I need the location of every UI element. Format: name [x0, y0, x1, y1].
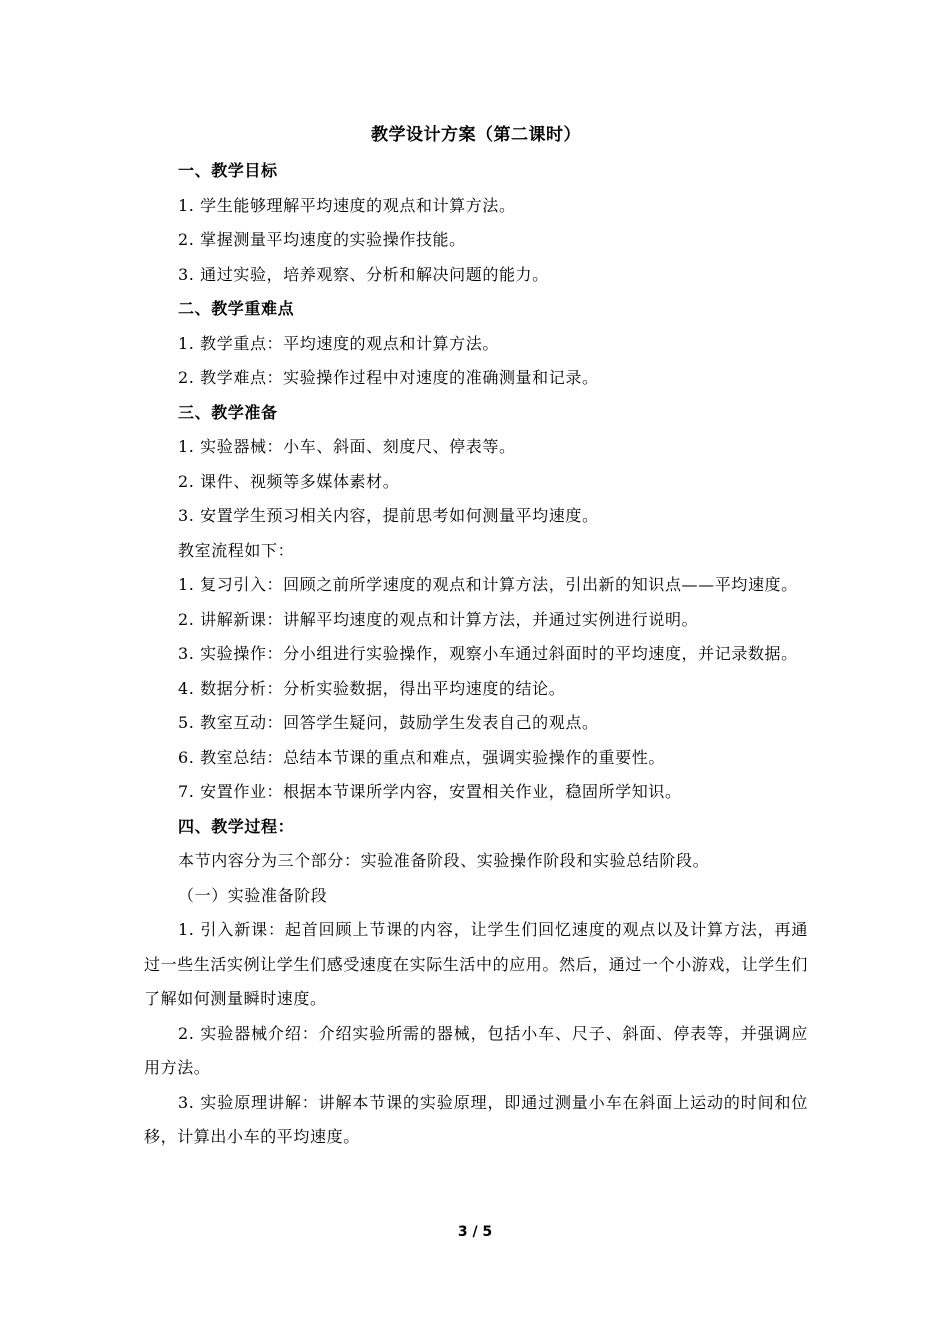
page-number: 3 / 5 — [457, 1224, 493, 1240]
paragraph: 教室流程如下： — [178, 540, 295, 560]
paragraph: 4. 数据分析：分析实验数据，得出平均速度的结论。 — [178, 678, 566, 698]
paragraph: 1. 实验器械：小车、斜面、刻度尺、停表等。 — [178, 437, 516, 456]
paragraph: 2. 讲解新课：讲解平均速度的观点和计算方法，并通过实例进行说明。 — [178, 609, 699, 629]
paragraph: 1. 教学重点：平均速度的观点和计算方法。 — [178, 333, 499, 353]
document-body — [144, 120, 808, 1155]
section-heading: 三、教学准备 — [178, 402, 278, 422]
paragraph: 7. 安置作业：根据本节课所学内容，安置相关作业，稳固所学知识。 — [178, 782, 682, 801]
paragraph: 1. 引入新课：起首回顾上节课的内容，让学生们回忆速度的观点以及计算方法，再通过一些生活实例让学生们感受速度在实际生活中的应用。然后，通过一个小游戏，让学生们了解如何测量瞬时速度。 — [144, 920, 809, 1008]
paragraph: 3. 实验操作：分小组进行实验操作，观察小车通过斜面时的平均速度，并记录数据。 — [178, 644, 798, 663]
paragraph: 3. 通过实验，培养观察、分析和解决问题的能力。 — [178, 264, 549, 284]
section-heading: 二、教学重难点 — [178, 299, 295, 318]
paragraph: 5. 教室互动：回答学生疑问，鼓励学生发表自己的观点。 — [178, 713, 599, 732]
paragraph: 2. 实验器械介绍：介绍实验所需的器械，包括小车、尺子、斜面、停表等，并强调应用方法。 — [144, 1023, 808, 1077]
paragraph: 3. 实验原理讲解：讲解本节课的实验原理，即通过测量小车在斜面上运动的时间和位移，计算出小车的平均速度。 — [144, 1092, 808, 1146]
paragraph: 1. 复习引入：回顾之前所学速度的观点和计算方法，引出新的知识点——平均速度。 — [178, 575, 798, 594]
paragraph: 1. 学生能够理解平均速度的观点和计算方法。 — [178, 195, 516, 215]
paragraph: 6. 教室总结：总结本节课的重点和难点，强调实验操作的重要性。 — [178, 747, 665, 767]
paragraph: 本节内容分为三个部分：实验准备阶段、实验操作阶段和实验总结阶段。 — [178, 851, 710, 870]
paragraph: （一）实验准备阶段 — [178, 885, 328, 905]
section-heading: 一、教学目标 — [178, 161, 278, 180]
document-title: 教学设计方案（第二课时） — [371, 125, 581, 145]
paragraph: 2. 掌握测量平均速度的实验操作技能。 — [178, 230, 466, 249]
paragraph: 3. 安置学生预习相关内容，提前思考如何测量平均速度。 — [178, 506, 599, 525]
paragraph: 2. 课件、视频等多媒体素材。 — [178, 471, 400, 491]
paragraph-list — [144, 154, 808, 1155]
paragraph: 2. 教学难点：实验操作过程中对速度的准确测量和记录。 — [178, 368, 599, 387]
section-heading: 四、教学过程： — [178, 816, 295, 836]
